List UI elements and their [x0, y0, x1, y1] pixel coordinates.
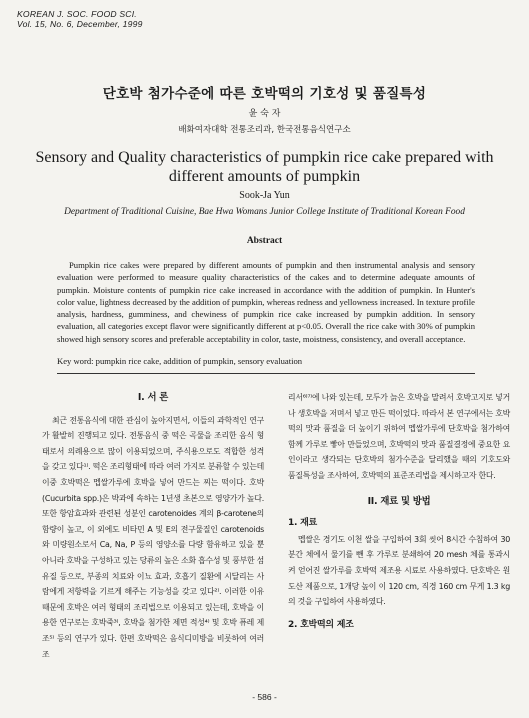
english-author: Sook-Ja Yun: [239, 190, 290, 201]
abstract-heading: Abstract: [246, 236, 283, 246]
methods-heading: II. 재료 및 방법: [367, 495, 431, 507]
abstract-divider: [57, 373, 475, 374]
introduction-continued: 리서⁶⁾⁷⁾에 나와 있는데, 모두가 늙은 호박을 말려서 호박고지로 넣거나 생호박을 저며서 넣고 만든 떡이었다. 따라서 본 연구에서는 호박떡의 맛과 품질을 더 높이기 위하여 멥쌀가루에 단호박을 첨가하여 함께 가루로 빻아 만들었으며, 호박떡의 맛과 품질결정에 중요한 요인이라고 생각되는 단호박의 첨가수준을 달리했을 때의 기호도와 품질특성을 조사하여, 호박떡의 표준조리법을 제시하고자 한다.: [288, 393, 510, 480]
right-column: [288, 390, 510, 633]
left-column: [42, 390, 264, 662]
english-affiliation: Department of Traditional Cuisine, Bae Hwa Womans Junior College Institute of Traditional Korean Food: [64, 207, 465, 217]
keywords: Key word: pumpkin rice cake, addition of pumpkin, sensory evaluation: [57, 356, 303, 366]
journal-name: KOREAN J. SOC. FOOD SCI.: [17, 9, 137, 19]
preparation-heading: 2. 호박떡의 제조: [288, 619, 354, 630]
materials-heading: 1. 재료: [288, 518, 317, 529]
abstract-text: Pumpkin rice cakes were prepared by different amounts of pumpkin and then instrumental analysis and sensory evaluation were performed to measure quality characteristics of the cakes and to determine adequate amounts of pumpkin. Moisture contents of pumpkin rice cake increased in accordance with the addition of pumpkin. In Hunter's color value, lightness decreased by the addition of pumpkin, whereas redness and yellowness increased. In texture profile analysis, hardness, gumminess, and chewiness of pumpkin rice cake increased by pumpkin addition. In sensory evaluation, all categories except flavor were significantly different at p<0.05. Overall the rice cake with 30% of pumpkin showed high sensory scores and preferable acceptability in color, taste, moistness, consistency, and overall acceptance.: [57, 260, 475, 344]
english-title: Sensory and Quality characteristics of pumpkin rice cake prepared with different amounts of pumpkin: [35, 149, 494, 185]
korean-affiliation: 배화여자대학 전통조리과, 한국전통음식연구소: [178, 125, 351, 135]
korean-title: 단호박 첨가수준에 따른 호박떡의 기호성 및 품질특성: [102, 86, 427, 102]
page-number: - 586 -: [252, 692, 277, 702]
introduction-paragraph: 최근 전통음식에 대한 관심이 높아지면서, 이들의 과학적인 연구가 활발히 진행되고 있다. 전통음식 중 떡은 곡물을 조리한 음식 형태로서 의례용으로 많이 이용되었으며, 주식용으로도 적합한 성격을 갖고 있다¹⁾. 떡은 조리형태에 따라 여러 가지로 분류할 수 있는데 이중 호박떡은 멥쌀가루에 호박을 넣어 만드는 찌는 떡이다. 호박(Cucurbita spp.)은 박과에 속하는 1년생 초본으로 영양가가 높다. 또한 항암효과와 관련된 성분인 carotenoides 계의 β-carotene의 함량이 높고, 이 외에도 비타민 A 및 E의 전구물질인 carotenoids와 미량원소로서 Ca, Na, P 등의 영양소를 다량 함유하고 있을 뿐 아니라 호박을 구성하고 있는 당류의 높은 소화 흡수성 및 풍부한 섬유질 등으로, 부종의 치료와 이뇨 효과, 호흡기 질환에 시달리는 사람에게 저항력을 기르게 해주는 기능성을 갖고 있다²⁾. 이러한 이유 때문에 호박은 여러 형태의 조리법으로 이용되고 있는데, 호박을 이용한 연구로는 호박죽³⁾, 호박을 첨가한 제면 적성⁴⁾ 및 호박 퓨레 제조⁵⁾ 등의 연구가 있다. 한편 호박떡은 음식디미방을 비롯하여 여러조: [42, 415, 264, 659]
korean-author: 윤 숙 자: [248, 109, 281, 119]
introduction-heading: I. 서 론: [137, 392, 169, 403]
journal-header: [17, 9, 143, 29]
materials-paragraph: 멥쌀은 경기도 이천 쌀을 구입하여 3회 씻어 8시간 수침하여 30분간 체에서 물기를 뺀 후 가루로 분쇄하여 20 mesh 체를 통과시켜 얻어진 쌀가루를 호박떡 제조용 시료로 사용하였다. 단호박은 원도산 제품으로, 1개당 높이 이 120 cm, 직경 160 cm 무게 1.3 kg의 것을 구입하여 사용하였다.: [288, 534, 510, 607]
journal-volume: Vol. 15, No. 6, December, 1999: [17, 19, 143, 29]
